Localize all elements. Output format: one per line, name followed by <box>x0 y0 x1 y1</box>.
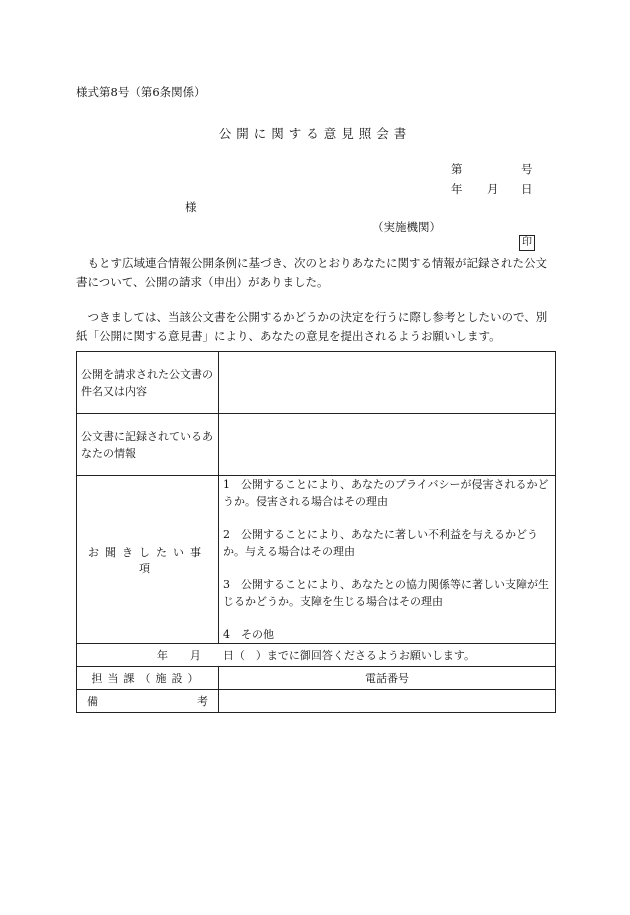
date-year: 年 <box>451 182 463 196</box>
document-subject-field[interactable] <box>219 352 556 414</box>
remarks-label-spread <box>81 693 214 709</box>
question-item: 4 その他 <box>223 628 274 641</box>
inquiry-table <box>76 351 556 713</box>
question-item: 1 公開することにより、あなたのプライバシーが侵害されるかどうか。侵害される場合はその理由 <box>223 478 549 508</box>
reply-deadline: 年 月 日（ ）までに御回答くださるようお願いします。 <box>77 644 556 667</box>
remarks-field[interactable] <box>219 690 556 713</box>
document-title: 公開に関する意見照会書 <box>218 126 412 141</box>
seal-mark: 印 <box>519 235 535 251</box>
intro-paragraph <box>76 254 556 292</box>
date-day: 日 <box>521 182 533 196</box>
form-number: 様式第8号（第6条関係） <box>76 85 206 99</box>
table-row-information <box>77 414 556 476</box>
reference-prefix: 第 <box>451 162 463 176</box>
question-spacer <box>223 510 551 526</box>
department-label: 担当課（施設） <box>77 667 219 690</box>
reference-number <box>451 161 533 177</box>
question-spacer <box>223 560 551 576</box>
request-text: つきましては、当該公文書を公開するかどうかの決定を行うに際し参考としたいので、別紙「公開に関する意見書」により、あなたの意見を提出されるようお願いします。 <box>76 310 548 343</box>
addressee: 様 <box>185 200 197 214</box>
question-spacer <box>223 610 551 626</box>
intro-text: もとす広域連合情報公開条例に基づき、次のとおりあなたに関する情報が記録された公文書について、公開の請求（申出）がありました。 <box>76 256 548 289</box>
remarks-label <box>77 690 219 713</box>
question-item: 3 公開することにより、あなたとの協力関係等に著しい支障が生じるかどうか。支障を生じる場合はその理由 <box>223 578 549 608</box>
table-row-department <box>77 667 556 690</box>
remarks-label-right: 考 <box>197 695 208 708</box>
recorded-info-label: 公文書に記録されているあなたの情報 <box>77 414 219 476</box>
intro-indent <box>76 256 88 270</box>
issue-date <box>451 181 533 197</box>
questions-list <box>219 476 556 644</box>
table-row-deadline <box>77 644 556 667</box>
request-paragraph <box>76 308 556 346</box>
agency-label: （実施機関） <box>372 220 441 234</box>
request-indent <box>76 310 88 324</box>
question-item: 2 公開することにより、あなたに著しい不利益を与えるかどうか。与える場合はその理由 <box>223 528 538 558</box>
table-row-document <box>77 352 556 414</box>
document-subject-label: 公開を請求された公文書の件名又は内容 <box>77 352 219 414</box>
date-month: 月 <box>487 182 499 196</box>
remarks-label-left: 備 <box>87 695 98 708</box>
questions-label: お聞きしたい事項 <box>77 476 219 644</box>
reference-suffix: 号 <box>521 162 533 176</box>
phone-number-label: 電話番号 <box>219 667 556 690</box>
table-row-remarks <box>77 690 556 713</box>
table-row-questions <box>77 476 556 644</box>
recorded-info-field[interactable] <box>219 414 556 476</box>
